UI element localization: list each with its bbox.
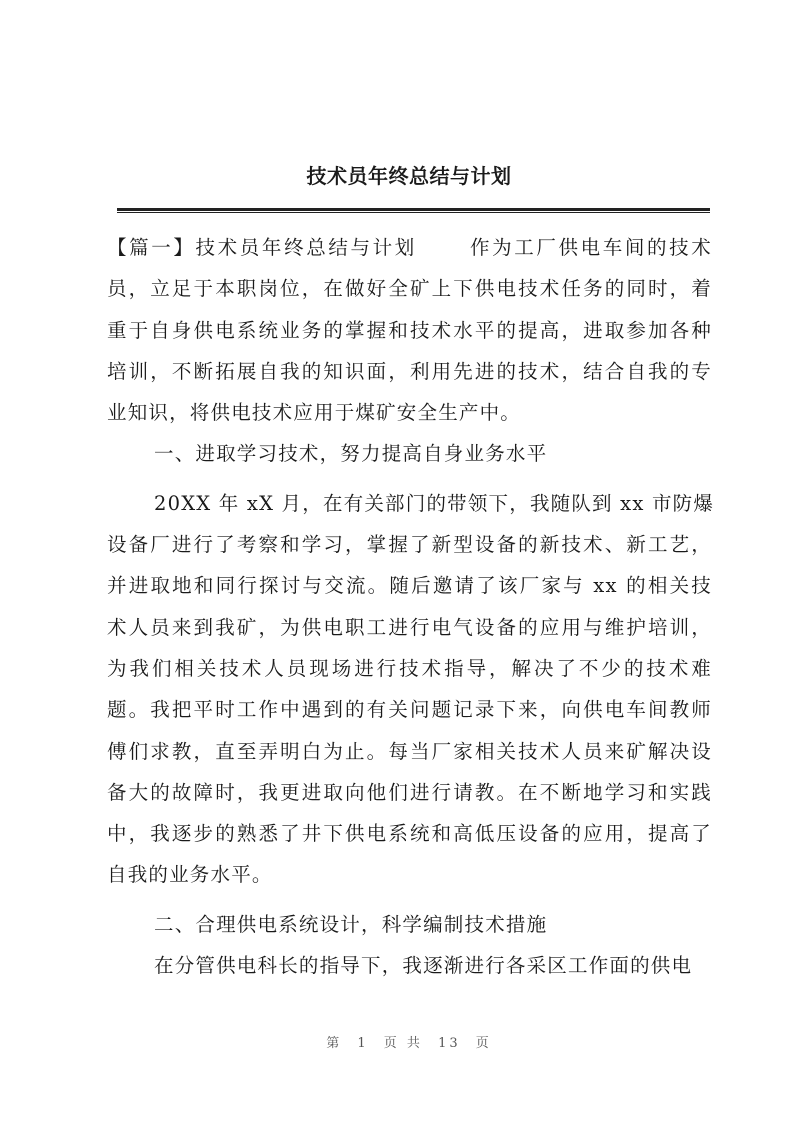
paragraph-line: 重于自身供电系统业务的掌握和技术水平的提高，进取参加各种 [107,318,712,342]
paragraph-line: 在分管供电科长的指导下，我逐渐进行各采区工作面的供电 [154,954,693,978]
footer-page-suffix: 页 [475,1036,492,1051]
paragraph-line: 【篇一】技术员年终总结与计划 作为工厂供电车间的技术 [107,236,712,259]
footer-page-middle: 页 共 [383,1036,423,1051]
section-heading: 一、进取学习技术，努力提高自身业务水平 [154,442,548,466]
page-title: 技术员年终总结与计划 [306,164,512,188]
paragraph-line: 题。我把平时工作中遇到的有关问题记录下来，向供电车间教师 [107,698,712,722]
title-divider [117,208,710,213]
paragraph-line: 备大的故障时，我更进取向他们进行请教。在不断地学习和实践 [107,780,712,804]
section-heading: 二、合理供电系统设计，科学编制技术措施 [154,912,548,936]
paragraph-line: 培训，不断拓展自我的知识面，利用先进的技术，结合自我的专 [107,359,712,383]
page-footer [0,1032,800,1051]
paragraph-line: 员，立足于本职岗位，在做好全矿上下供电技术任务的同时，着 [107,277,712,301]
paragraph-line: 自我的业务水平。 [107,863,273,887]
footer-page-prefix: 第 [326,1036,343,1051]
footer-page-number: 1 [357,1036,369,1051]
paragraph-line: 中，我逐步的熟悉了井下供电系统和高低压设备的应用，提高了 [107,822,712,846]
paragraph-line: 20XX 年 xX 月，在有关部门的带领下，我随队到 xx 市防爆 [154,491,715,515]
paragraph-line: 并进取地和同行探讨与交流。随后邀请了该厂家与 xx 的相关技 [107,574,712,598]
paragraph-line: 业知识，将供电技术应用于煤矿安全生产中。 [107,401,522,425]
document-body [107,227,715,986]
paragraph-line: 设备厂进行了考察和学习，掌握了新型设备的新技术、新工艺， [107,533,712,557]
paragraph-line: 傅们求教，直至弄明白为止。每当厂家相关技术人员来矿解决设 [107,739,712,763]
paragraph-line: 为我们相关技术人员现场进行技术指导，解决了不少的技术难 [107,656,712,680]
footer-page-total: 13 [438,1036,461,1051]
paragraph-line: 术人员来到我矿，为供电职工进行电气设备的应用与维护培训， [107,615,712,639]
